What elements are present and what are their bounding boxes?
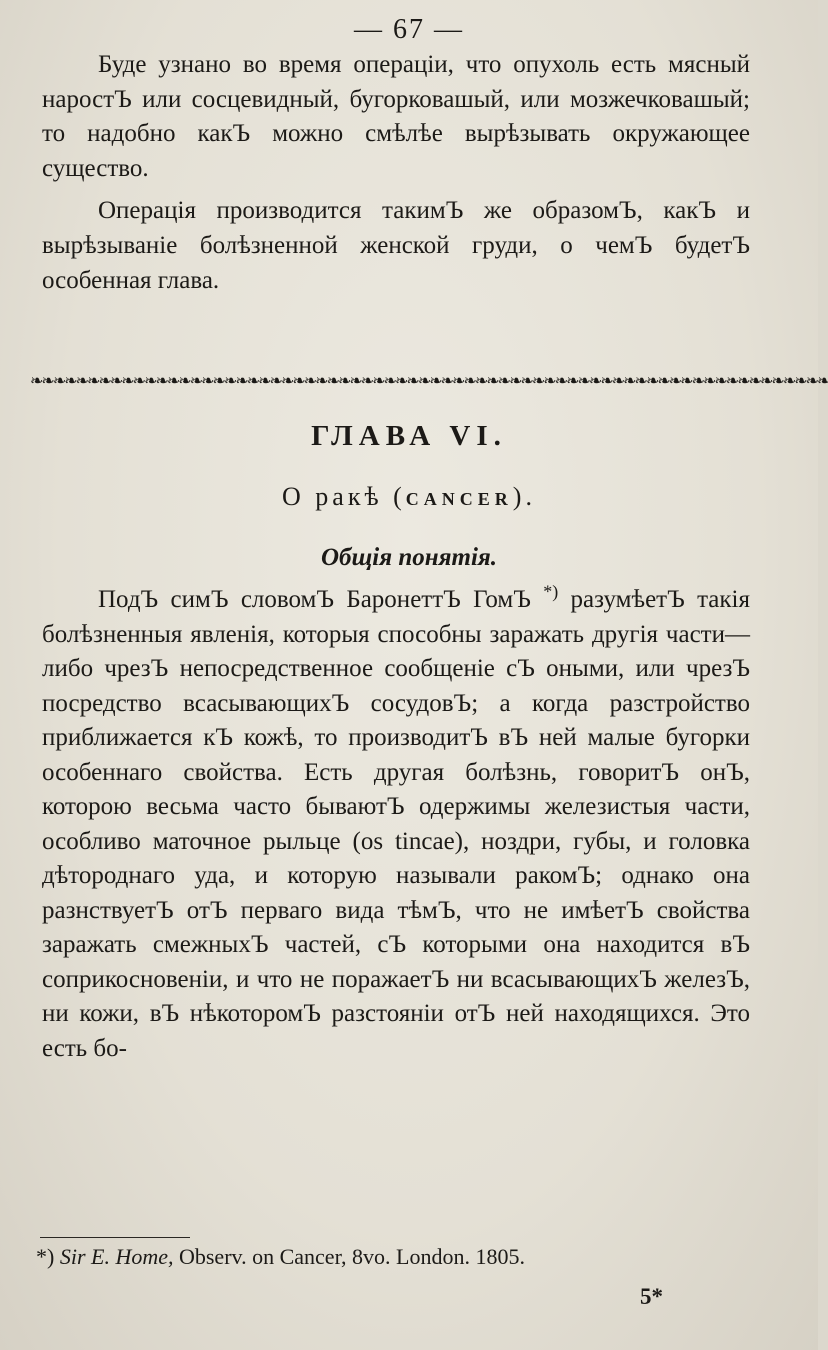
footnote-author: Sir E. Home, [59, 1244, 174, 1269]
footnote-rule [40, 1237, 190, 1238]
chapter-subtitle-prefix: О ракѣ ( [282, 482, 406, 511]
paragraph-text-start: ПодЪ симЪ словомЪ БаронеттЪ ГомЪ [98, 586, 544, 613]
footnote-mark: *) [36, 1244, 55, 1269]
footnote-citation: Observ. on Cancer, 8vo. London. 1805. [178, 1244, 525, 1269]
page-number: — 67 — [354, 14, 464, 45]
paragraph [42, 583, 750, 1066]
chapter-title: ГЛАВА VI. [311, 420, 507, 452]
chapter-subtitle-suffix: ). [512, 482, 536, 511]
section-heading: Общія понятія. [320, 544, 498, 571]
paragraph-text-rest: разумѣетЪ такія болѣзненныя явленія, которыя способны заражать другія части—либо чрезЪ непосредственное сообщеніе сЪ оными, или чрезЪ посредство всасывающихЪ сосудовЪ; а когда разстройство приближается кЪ кожѣ, то производитЪ вЪ ней малые бугорки особеннаго свойства. Есть другая болѣзнь, говоритЪ онЪ, которою весьма часто бываютЪ одержимы железистыя части, особливо маточное рыльце (os tincae), ноздри, губы, и головка дѣтороднаго уда, и которую называли ракомЪ; однако она разнствуетЪ отЪ перваго вида тѣмЪ, что не имѣетЪ свойства заражать смежныхЪ частей, сЪ которыми она находится вЪ соприкосновеніи, и что не поражаетЪ ни всасывающихЪ железЪ, ни кожи, вЪ нѣкоторомЪ разстояніи отЪ ней находящихся. Это есть бо- [42, 586, 750, 1062]
paragraph: Буде узнано во время операціи, что опухоль есть мясный наростЪ или сосцевидный, бугорковашый, или мозжечковашый; то надобно какЪ можно смѣлѣе вырѣзывать окружающее существо. [42, 51, 750, 182]
chapter-subtitle-latin: CANCER [405, 489, 513, 509]
footnote [36, 1240, 756, 1274]
footnote-reference: *) [543, 581, 559, 602]
main-text-block [42, 583, 750, 1066]
paragraph: Операція производится такимЪ же образомЪ, какЪ и вырѣзываніе болѣзненной женской груди, о чемЪ будетЪ особенная глава. [42, 197, 750, 294]
signature-mark: 5* [640, 1284, 663, 1309]
decorative-divider: ❧❧❧❧❧❧❧❧❧❧❧❧❧❧❧❧❧❧❧❧❧❧❧❧❧❧❧❧❧❧❧❧❧❧❧❧❧❧❧❧❧❧❧❧❧❧❧❧❧❧❧❧❧❧❧❧❧❧❧❧❧❧❧❧❧❧❧❧❧❧ [30, 371, 828, 390]
chapter-subtitle [0, 482, 818, 512]
top-text-block [42, 48, 750, 298]
